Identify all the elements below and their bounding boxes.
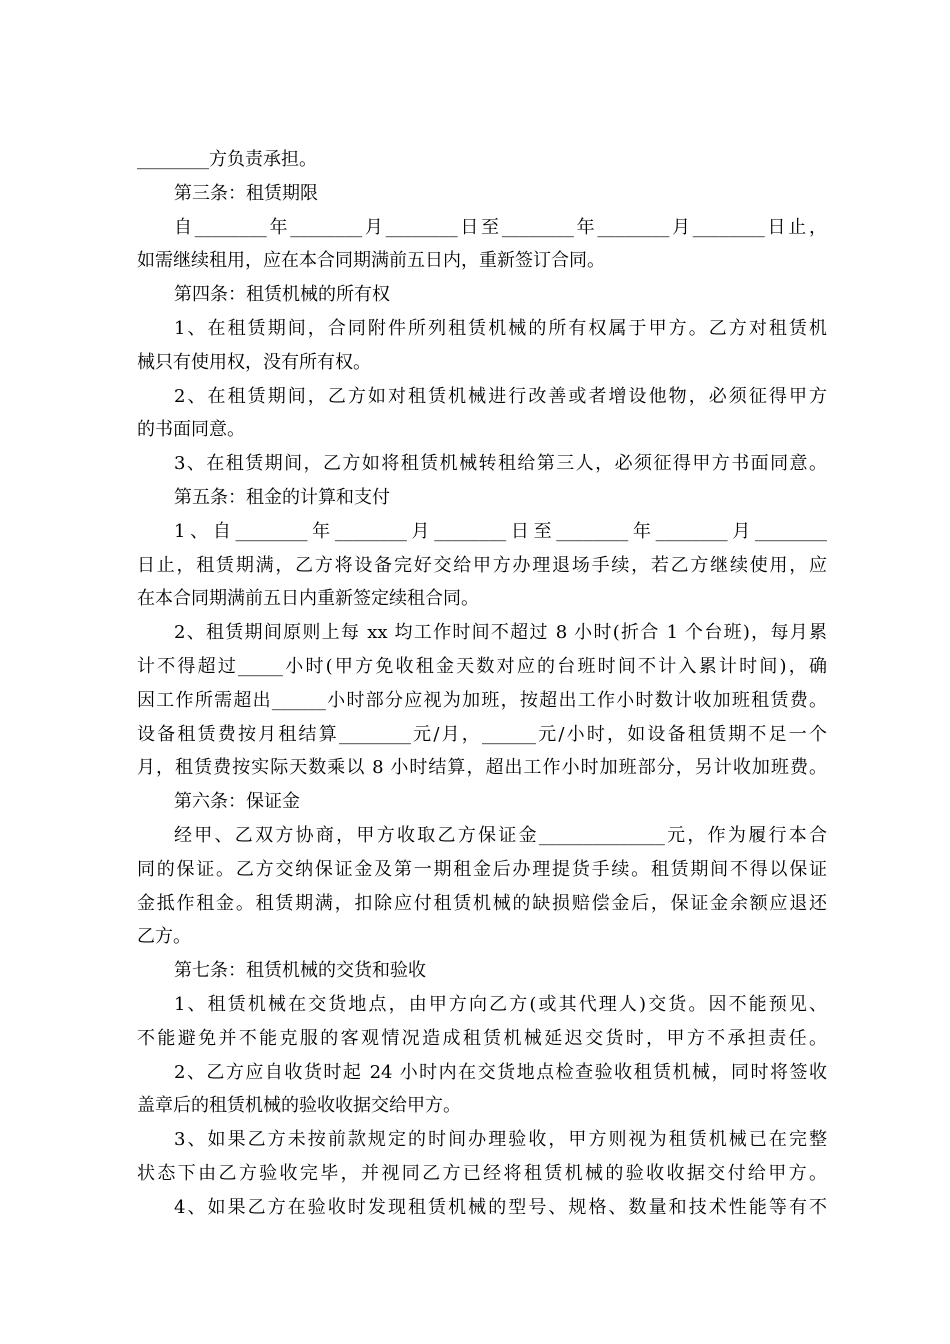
text-line: 同的保证。乙方交纳保证金及第一期租金后办理提货手续。租赁期间不得以保证 [137,858,827,880]
text-line: 2、租赁期间原则上每 xx 均工作时间不超过 8 小时(折合 1 个台班)，每月累 [174,622,827,644]
text-line: 自________年________月________日至________年________月________日止， [174,216,827,238]
text-line: 3、如果乙方未按前款规定的时间办理验收，甲方则视为租赁机械已在完整 [174,1129,827,1151]
text-line: 因工作所需超出______小时部分应视为加班，按超出工作小时数计收加班租赁费。 [137,689,827,711]
text-line: 3、在租赁期间，乙方如将租赁机械转租给第三人，必须征得甲方书面同意。 [174,453,827,475]
text-line: 2、在租赁期间，乙方如对租赁机械进行改善或者增设他物，必须征得甲方 [174,385,827,407]
text-line: 设备租赁费按月租结算________元/月，______元/小时，如设备租赁期不足一个 [137,723,827,745]
text-line: 第五条：租金的计算和支付 [174,486,390,508]
text-line: 如需继续租用，应在本合同期满前五日内，重新签订合同。 [137,250,605,272]
text-line: 在本合同期满前五日内重新签定续租合同。 [137,588,479,610]
text-line: 状态下由乙方验收完毕，并视同乙方已经将租赁机械的验收收据交付给甲方。 [137,1162,827,1184]
text-line: 第四条：租赁机械的所有权 [174,284,390,306]
text-line: 不能避免并不能克服的客观情况造成租赁机械延迟交货时，甲方不承担责任。 [137,1027,827,1049]
text-line: 盖章后的租赁机械的验收收据交给甲方。 [137,1095,461,1117]
text-line: 金抵作租金。租赁期满，扣除应付租赁机械的缺损赔偿金后，保证金余额应退还 [137,892,827,914]
text-line: ________方负责承担。 [137,149,317,170]
text-line: 的书面同意。 [137,419,245,441]
text-line: 经甲、乙双方协商，甲方收取乙方保证金______________元，作为履行本合 [174,824,827,846]
text-line: 第六条：保证金 [174,791,300,813]
text-line: 械只有使用权，没有所有权。 [137,351,371,373]
text-line: 4、如果乙方在验收时发现租赁机械的型号、规格、数量和技术性能等有不 [174,1196,827,1218]
text-line: 乙方。 [137,926,191,948]
text-line: 1、租赁机械在交货地点，由甲方向乙方(或其代理人)交货。因不能预见、 [174,993,827,1015]
text-line: 月，租赁费按实际天数乘以 8 小时结算，超出工作小时加班部分，另计收加班费。 [137,757,827,779]
text-line: 计不得超过_____小时(甲方免收租金天数对应的台班时间不计入累计时间)，确 [137,655,827,677]
text-line: 日止，租赁期满，乙方将设备完好交给甲方办理退场手续，若乙方继续使用，应 [137,554,827,576]
text-line: 1、在租赁期间，合同附件所列租赁机械的所有权属于甲方。乙方对租赁机 [174,317,827,339]
text-line: 第三条：租赁期限 [174,182,318,204]
text-line: 1、自________年________月________日至________年________月________ [174,520,827,542]
document-page [137,143,827,1225]
text-line: 第七条：租赁机械的交货和验收 [174,960,426,982]
text-line: 2、乙方应自收货时起 24 小时内在交货地点检查验收租赁机械，同时将签收 [174,1061,827,1083]
